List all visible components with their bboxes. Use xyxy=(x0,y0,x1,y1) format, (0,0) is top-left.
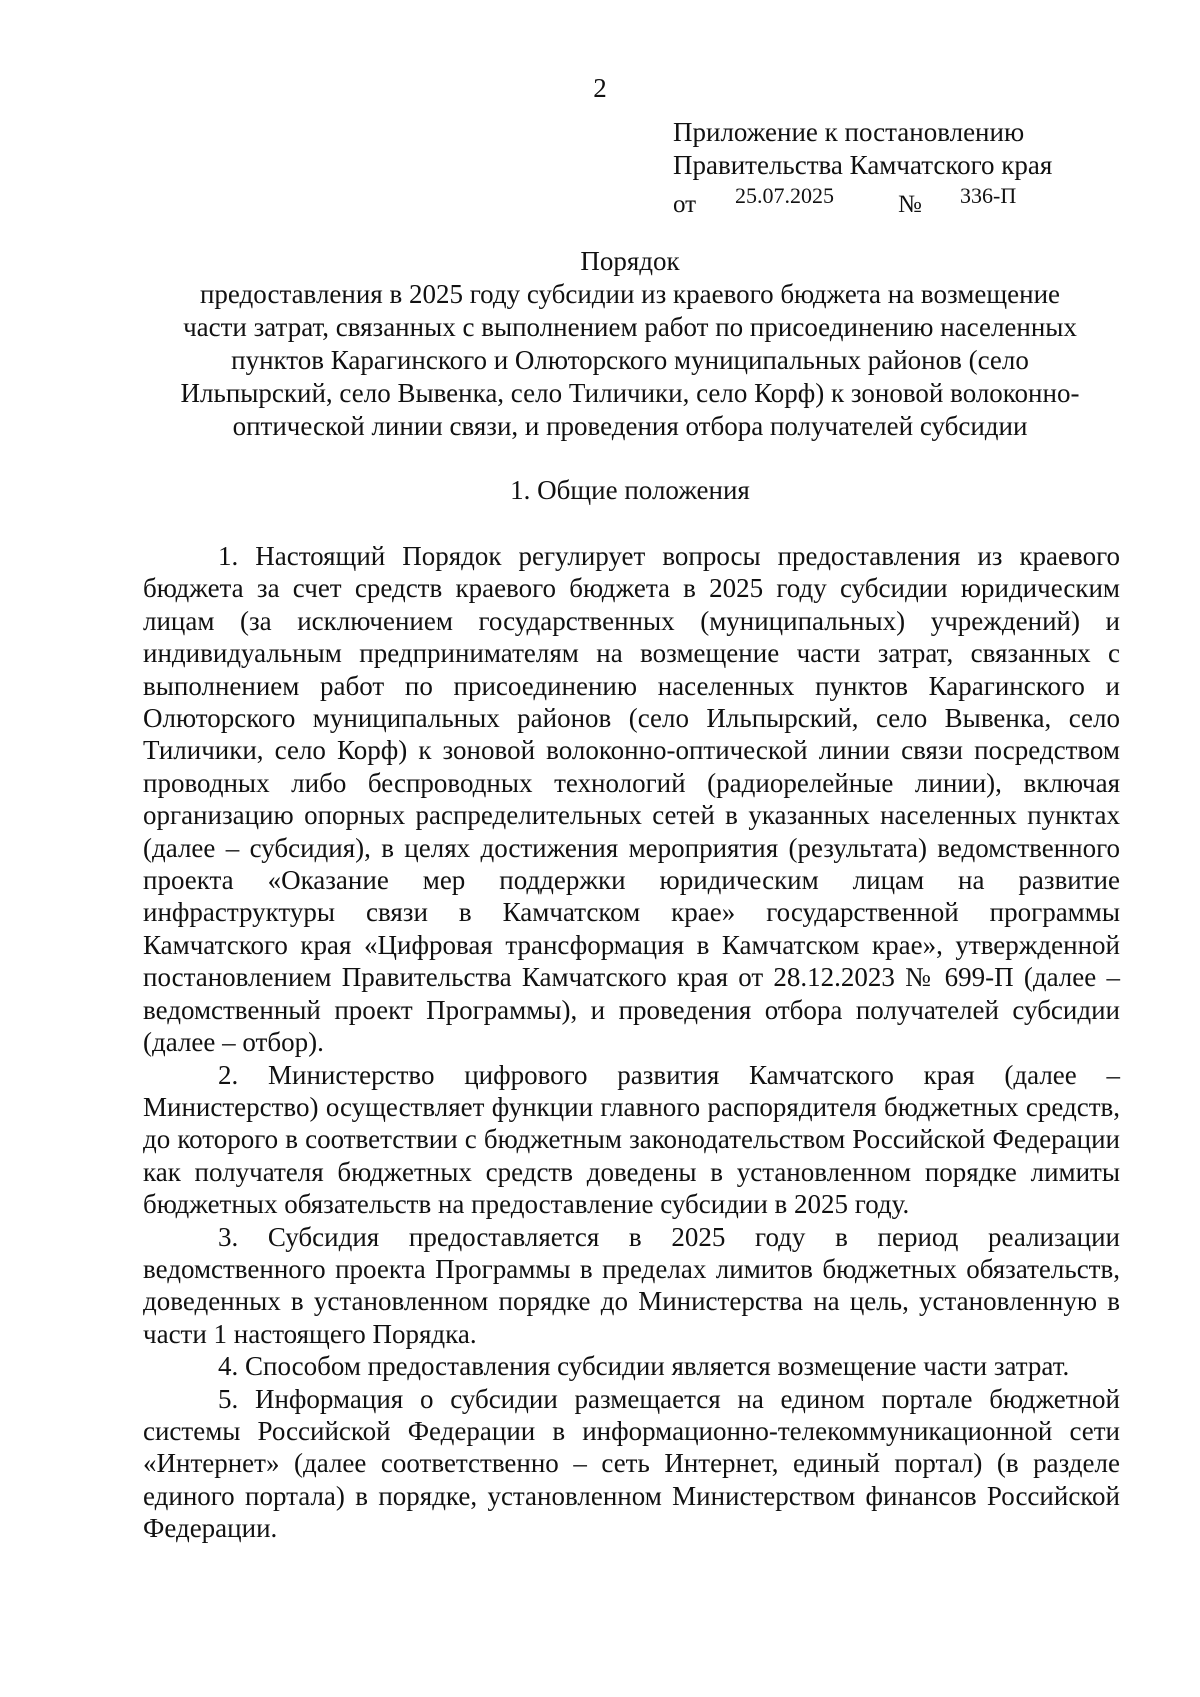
paragraph-1: 1. Настоящий Порядок регулирует вопросы предоставления из краевого бюджета за счет средств краевого бюджета в 2025 году субсидии юридическим лицам (за исключением государственных (муниципальных) учреждений) и индивидуальным предпринимателям на возмещение части затрат, связанных с выполнением работ по присоединению населенных пунктов Карагинского и Олюторского муниципальных районов (село Ильпырский, село Вывенка, село Тиличики, село Корф) к зоновой волоконно-оптической линии связи посредством проводных либо беспроводных технологий (радиорелейные линии), включая организацию опорных распределительных сетей в указанных населенных пунктах (далее – субсидия), в целях достижения мероприятия (результата) ведомственного проекта «Оказание мер поддержки юридическим лицам на развитие инфраструктуры связи в Камчатском крае» государственной программы Камчатского края «Цифровая трансформация в Камчатском крае», утвержденной постановлением Правительства Камчатского края от 28.12.2023 № 699-П (далее – ведомственный проект Программы), и проведения отбора получателей субсидии (далее – отбор). xyxy=(143,541,1120,1058)
title-heading: Порядок xyxy=(580,246,680,276)
paragraph-4: 4. Способом предоставления субсидии является возмещение части затрат. xyxy=(218,1351,1070,1382)
title-line: предоставления в 2025 году субсидии из краевого бюджета на возмещение xyxy=(199,279,1061,309)
appendix-date-number-row xyxy=(673,182,1153,216)
paragraph-2: 2. Министерство цифрового развития Камчатского края (далее – Министерство) осуществляет функции главного распорядителя бюджетных средств, до которого в соответствии с бюджетным законодательством Российской Федерации как получателя бюджетных средств доведены в установленном порядке лимиты бюджетных обязательств на предоставление субсидии в 2025 году. xyxy=(143,1059,1120,1220)
title-line: Ильпырский, село Вывенка, село Тиличики, село Корф) к зоновой волоконно- xyxy=(180,378,1080,408)
title-line: части затрат, связанных с выполнением работ по присоединению населенных xyxy=(183,312,1077,342)
appendix-number-sign: № xyxy=(898,191,922,218)
appendix-number: 336-П xyxy=(960,183,1017,208)
page-number: 2 xyxy=(593,73,607,103)
appendix-line-2: Правительства Камчатского края xyxy=(673,150,1053,180)
appendix-date: 25.07.2025 xyxy=(735,183,834,208)
title-subtitle xyxy=(140,278,1120,443)
document-title xyxy=(140,245,1120,443)
paragraph-3: 3. Субсидия предоставляется в 2025 году в период реализации ведомственного проекта Программы в пределах лимитов бюджетных обязательств, доведенных в установленном порядке до Министерства на цель, установленную в части 1 настоящего Порядка. xyxy=(143,1221,1120,1349)
appendix-block xyxy=(673,116,1153,216)
paragraph-5: 5. Информация о субсидии размещается на едином портале бюджетной системы Российской Федерации в информационно-телекоммуникационной сети «Интернет» (далее соответственно – сеть Интернет, единый портал) (в разделе единого портала) в порядке, установленном Министерством финансов Российской Федерации. xyxy=(143,1383,1120,1544)
title-line: оптической линии связи, и проведения отбора получателей субсидии xyxy=(232,411,1028,441)
title-line: пунктов Карагинского и Олюторского муниципальных районов (село xyxy=(231,345,1029,375)
document-body xyxy=(143,540,1120,1545)
appendix-line-1: Приложение к постановлению xyxy=(673,117,1025,147)
appendix-from-label: от xyxy=(673,191,697,218)
section-heading: 1. Общие положения xyxy=(510,475,750,505)
